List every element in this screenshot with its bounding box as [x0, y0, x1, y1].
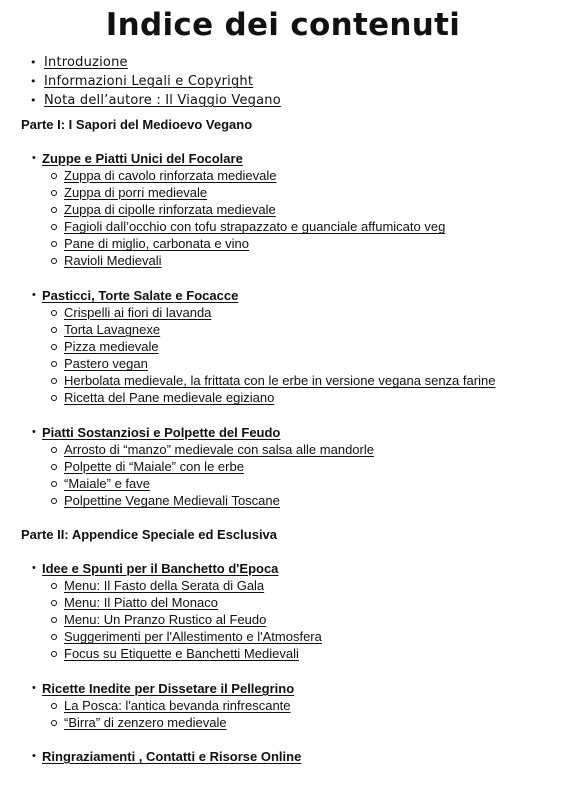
toc-link-recipe[interactable]: Pastero vegan	[64, 356, 148, 372]
toc-link-recipe[interactable]: La Posca: l'antica bevanda rinfrescante	[64, 698, 291, 713]
toc-link-recipe[interactable]: “Birra” di zenzero medievale	[64, 715, 227, 731]
list-item	[30, 235, 445, 252]
list-item	[30, 304, 495, 321]
toc-section	[30, 680, 294, 731]
toc-section	[30, 748, 301, 765]
section-title	[30, 748, 301, 765]
toc-link-menu[interactable]: Menu: Un Pranzo Rustico al Feudo	[64, 612, 267, 628]
toc-link-section[interactable]: Idee e Spunti per il Banchetto d'Epoca	[42, 561, 279, 576]
list-item	[30, 628, 322, 645]
list-item	[30, 389, 495, 406]
toc-link-recipe[interactable]: Herbolata medievale, la frittata con le erbe in versione vegana senza farine	[64, 373, 496, 389]
toc-link-recipe[interactable]: Ravioli Medievali	[64, 253, 162, 269]
toc-link-recipe[interactable]: Polpettine Vegane Medievali Toscane	[64, 493, 280, 509]
section-title	[30, 287, 495, 304]
toc-link-recipe[interactable]: Zuppa di cipolle rinforzata medievale	[64, 202, 276, 218]
toc-link-section[interactable]: Ringraziamenti , Contatti e Risorse Online	[42, 749, 302, 764]
list-item	[30, 697, 294, 714]
list-item	[28, 72, 281, 91]
list-item	[30, 201, 445, 218]
toc-link-recipe[interactable]: Zuppa di porri medievale	[64, 185, 208, 201]
list-item	[30, 441, 374, 458]
section-title	[30, 560, 322, 577]
toc-section	[30, 150, 445, 270]
toc-link-menu[interactable]: Menu: Il Piatto del Monaco	[64, 595, 218, 611]
part-heading: Parte I: I Sapori del Medioevo Vegano	[21, 117, 253, 132]
list-item	[28, 91, 281, 110]
toc-link-recipe[interactable]: Crispelli ai fiori di lavanda	[64, 305, 212, 320]
toc-link-section[interactable]: Pasticci, Torte Salate e Focacce	[42, 288, 239, 303]
list-item	[30, 338, 495, 355]
list-item	[30, 645, 322, 662]
toc-link-section[interactable]: Zuppe e Piatti Unici del Focolare	[42, 151, 243, 166]
list-item	[30, 714, 294, 731]
intro-links-list	[28, 53, 281, 110]
list-item	[30, 594, 322, 611]
toc-link-recipe[interactable]: Pizza medievale	[64, 339, 159, 355]
list-item	[30, 218, 445, 235]
toc-link-recipe[interactable]: Polpette di “Maiale” con le erbe	[64, 459, 244, 475]
toc-link-informazioni-legali[interactable]: Informazioni Legali e Copyright	[44, 74, 254, 89]
list-item	[30, 355, 495, 372]
list-item	[30, 372, 495, 389]
sub-items-list	[30, 441, 374, 509]
list-item	[30, 167, 445, 184]
list-item	[30, 321, 495, 338]
list-item	[30, 475, 374, 492]
list-item	[30, 611, 322, 628]
toc-link-recipe[interactable]: Fagioli dall’occhio con tofu strapazzato e guanciale affumicato veg	[64, 219, 446, 235]
toc-link-recipe[interactable]: Ricetta del Pane medievale egiziano	[64, 390, 275, 406]
list-item	[30, 458, 374, 475]
toc-link-recipe[interactable]: Pane di miglio, carbonata e vino	[64, 236, 250, 252]
toc-link-menu[interactable]: Menu: Il Fasto della Serata di Gala	[64, 578, 265, 593]
section-title	[30, 150, 445, 167]
toc-section	[30, 560, 322, 662]
list-item	[30, 184, 445, 201]
toc-link-section[interactable]: Piatti Sostanziosi e Polpette del Feudo	[42, 425, 281, 440]
toc-link-recipe[interactable]: Arrosto di “manzo” medievale con salsa alle mandorle	[64, 442, 374, 457]
toc-link-nota-autore[interactable]: Nota dell’autore : Il Viaggio Vegano	[44, 93, 281, 108]
sub-items-list	[30, 304, 495, 407]
list-item	[30, 492, 374, 509]
sub-items-list	[30, 577, 322, 662]
toc-link-recipe[interactable]: Zuppa di cavolo rinforzata medievale	[64, 168, 277, 183]
page-title: Indice dei contenuti	[105, 7, 461, 43]
toc-link-topic[interactable]: Focus su Etiquette e Banchetti Medievali	[64, 646, 299, 662]
toc-link-topic[interactable]: Suggerimenti per l'Allestimento e l'Atmosfera	[64, 629, 322, 645]
list-item	[30, 252, 445, 269]
toc-section	[30, 424, 374, 509]
toc-link-section[interactable]: Ricette Inedite per Dissetare il Pellegrino	[42, 681, 295, 696]
section-title	[30, 680, 294, 697]
toc-section	[30, 287, 495, 407]
list-item	[30, 577, 322, 594]
list-item	[28, 53, 281, 72]
part-heading: Parte II: Appendice Speciale ed Esclusiva	[21, 527, 278, 542]
sub-items-list	[30, 697, 294, 731]
toc-link-recipe[interactable]: “Maiale” e fave	[64, 476, 150, 492]
toc-link-recipe[interactable]: Torta Lavagnexe	[64, 322, 161, 338]
sub-items-list	[30, 167, 445, 270]
section-title	[30, 424, 374, 441]
toc-link-introduzione[interactable]: Introduzione	[44, 55, 128, 70]
